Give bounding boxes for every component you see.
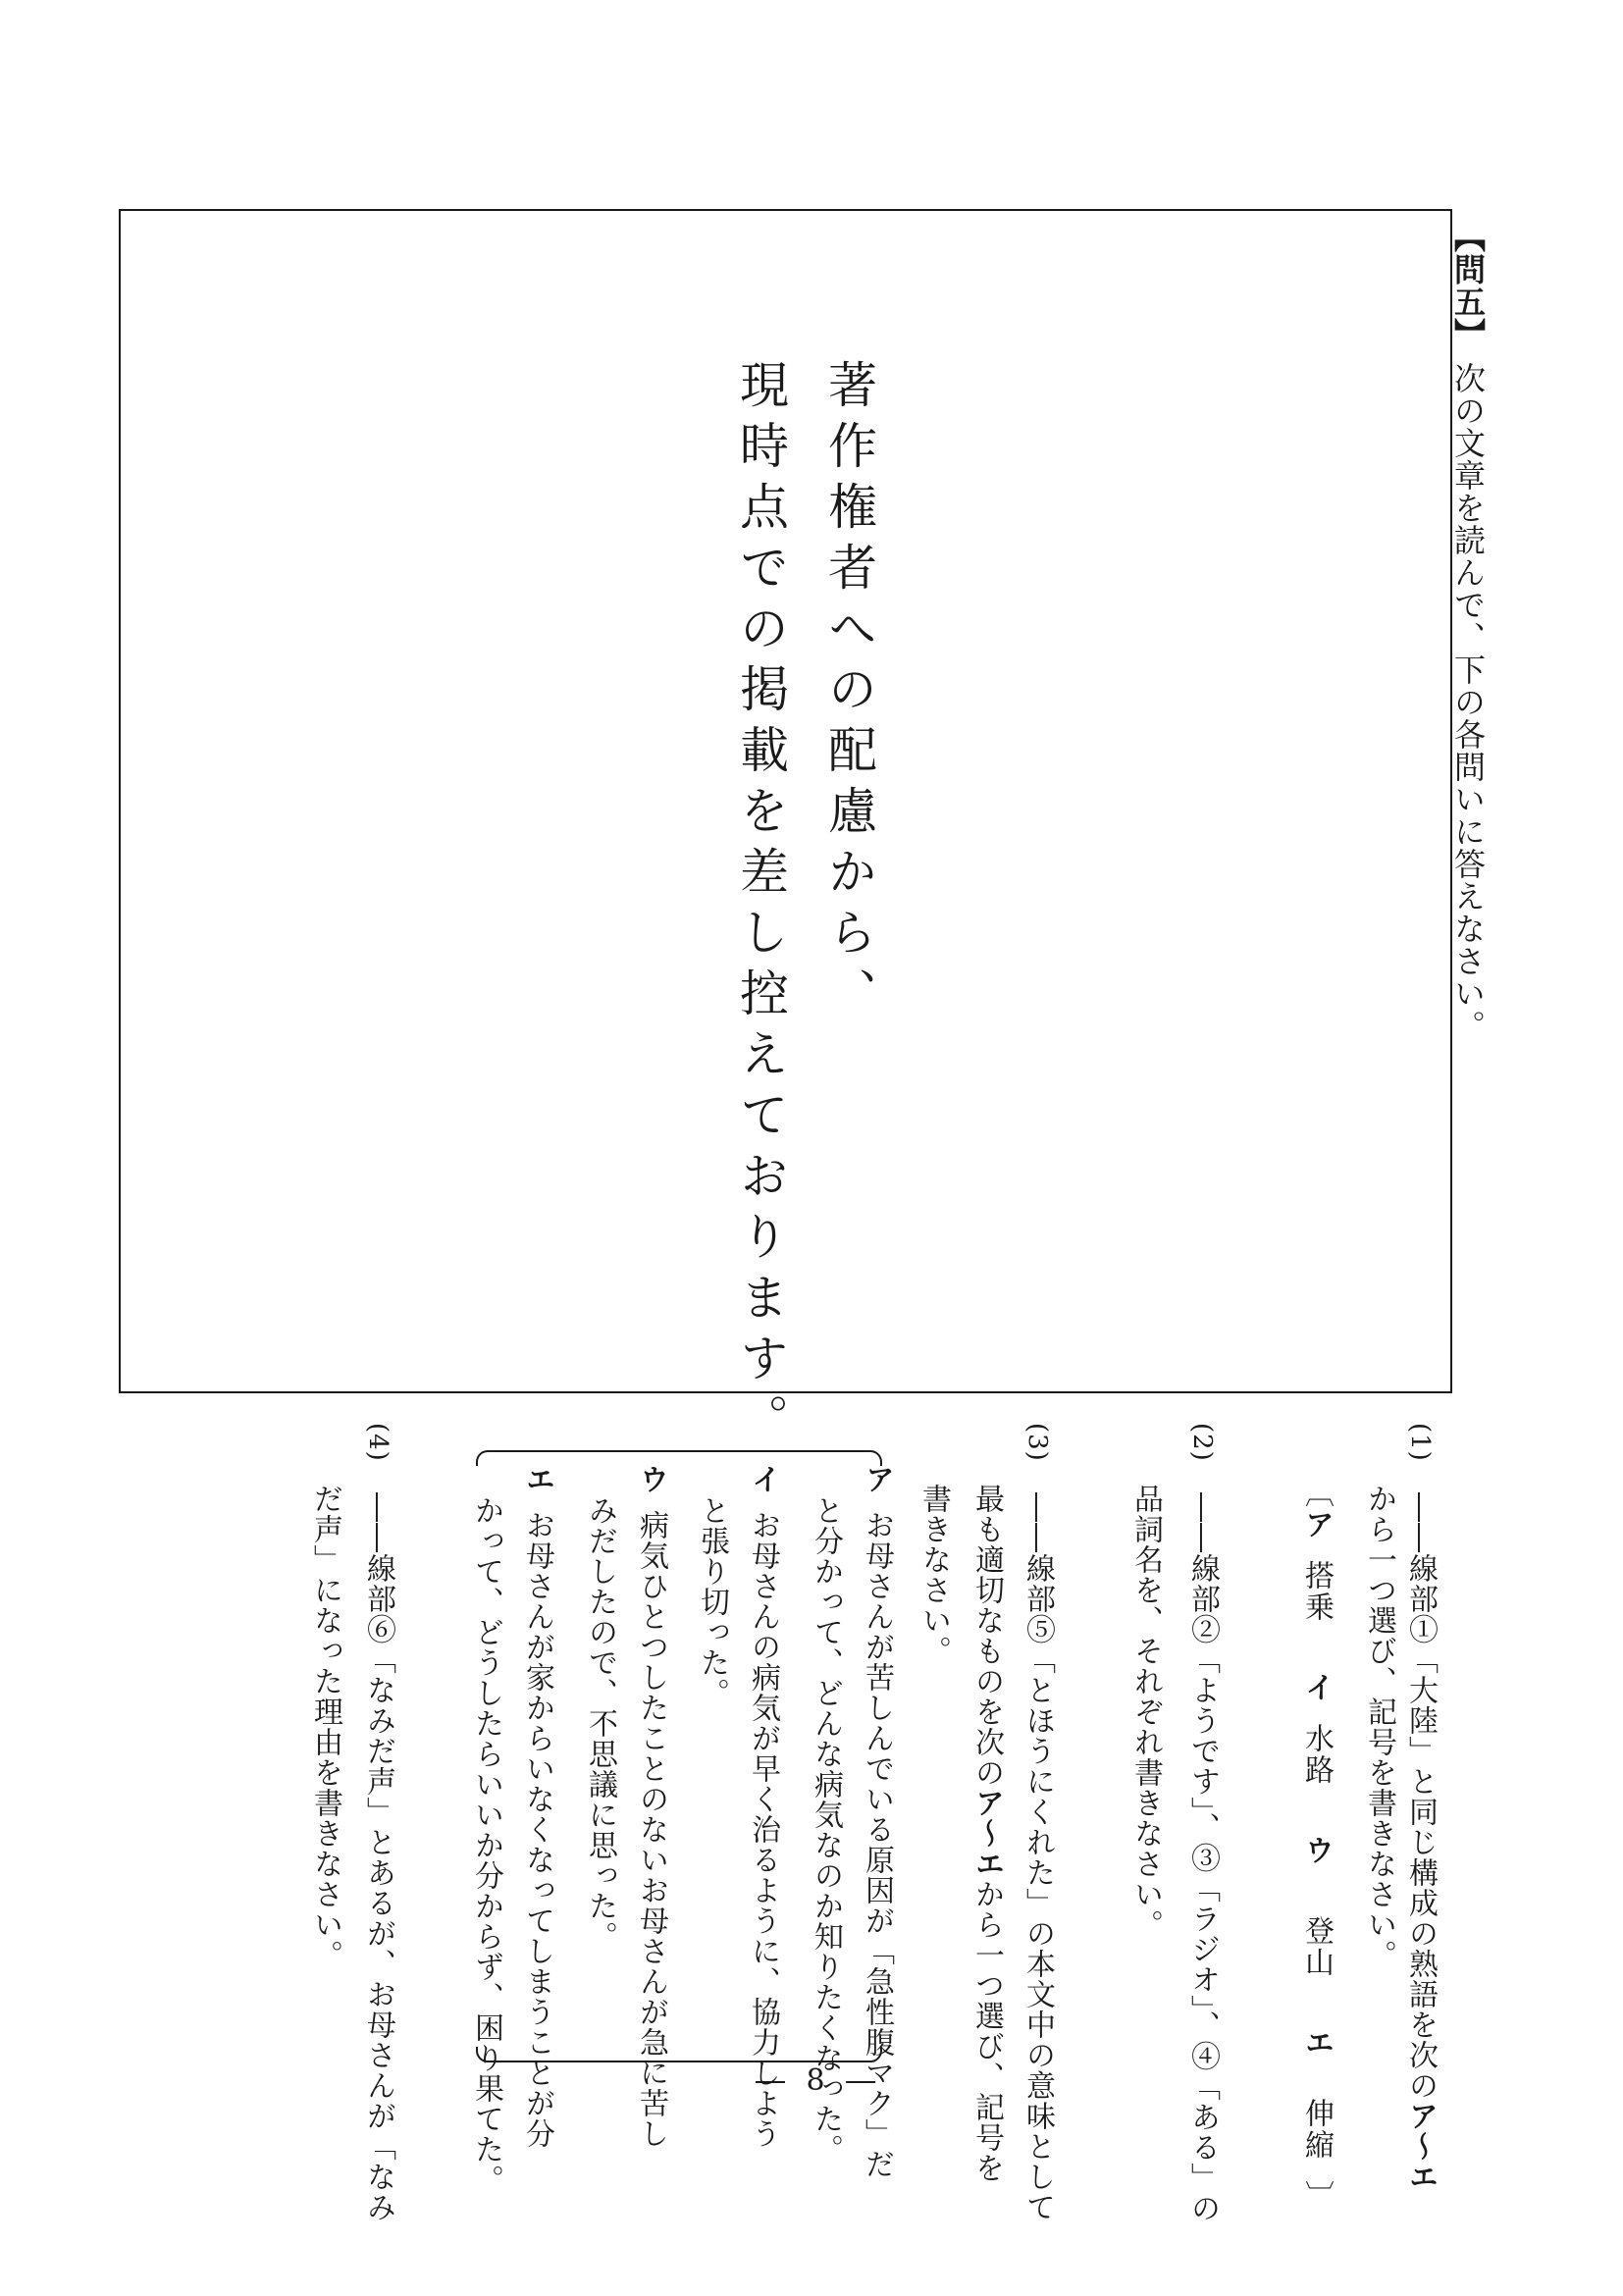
choice-mark: エ [1299, 2027, 1334, 2059]
q3-line-2 [969, 1484, 1004, 2183]
option-text: 病気ひとつしたことのないお母さんが急に苦し [634, 1510, 668, 2149]
q1-text-b: から一つ選び、記号を書きなさい。 [1362, 1484, 1396, 1970]
q1-line-1 [1403, 1423, 1438, 2192]
q1-bracket-open: 〔 [1299, 1478, 1334, 1509]
q1-number: (1) [1405, 1423, 1435, 1462]
option-text: お母さんが苦しんでいる原因が「急性腹マク」だ [860, 1510, 894, 2179]
q3-option-b-line-1 [746, 1464, 780, 2149]
q1-line-2 [1362, 1484, 1396, 1970]
choice-text: 水路 [1299, 1723, 1334, 1786]
q1-range: ア～エ [1403, 2100, 1438, 2192]
choice-mark: ア [1299, 1509, 1334, 1540]
q3-line-3 [916, 1484, 951, 1666]
q3-text-a: ――線部⑤「とほうにくれた」の本文中の意味として [1021, 1491, 1055, 2222]
question-header [1449, 221, 1487, 1042]
q3-option-b-line-2 [695, 1495, 729, 1708]
option-text: かって、どうしたらいいか分からず、困り果てた。 [469, 1495, 503, 2195]
option-text: お母さんが家からいなくなってしまうことが分 [520, 1510, 554, 2149]
q4-text-b: だ声」になった理由を書きなさい。 [308, 1484, 342, 1970]
option-mark: ウ [634, 1464, 668, 1494]
q4-number: (4) [363, 1423, 393, 1462]
section-label: 【問五】 [1449, 221, 1487, 350]
option-text: みだしたので、不思議に思った。 [583, 1495, 617, 1952]
q3-option-c-line-1 [634, 1464, 668, 2149]
choice-text: 搭乗 [1299, 1560, 1334, 1623]
q2-line-2 [1128, 1484, 1163, 1940]
notice-line-2: 現時点での掲載を差し控えております。 [732, 359, 789, 1454]
q1-choices [1299, 1478, 1334, 2212]
q4-text-a: ――線部⑥「なみだ声」とあるが、お母さんが「なみ [361, 1491, 395, 2222]
copyright-notice [716, 359, 893, 1454]
q1-text-a: ――線部①「大陸」と同じ構成の熟語を次の [1403, 1491, 1438, 2101]
q3-text-b2: から一つ選び、記号を [969, 1879, 1004, 2183]
notice-line-1: 著作権者への配慮から、 [820, 359, 877, 1028]
choice-text: 伸縮 [1299, 2098, 1334, 2161]
q3-text-b1: 最も適切なものを次の [969, 1484, 1004, 1788]
choice-text: 登山 [1299, 1915, 1334, 1978]
q1-bracket-close: 〕 [1299, 2180, 1334, 2212]
q3-option-d-line-1 [520, 1464, 554, 2149]
option-text: と分かって、どんな病気なのか知りたくなった。 [809, 1495, 843, 2165]
q2-number: (2) [1187, 1423, 1217, 1462]
option-mark: イ [746, 1464, 780, 1494]
q3-line-1 [1021, 1423, 1055, 2222]
q3-range: ア～エ [969, 1788, 1004, 1879]
instruction-text: 次の文章を読んで、下の各問いに答えなさい。 [1449, 362, 1487, 1042]
q2-line-1 [1185, 1423, 1220, 2223]
page-number: ― 8 ― [756, 2063, 882, 2098]
q3-option-c-line-2 [583, 1495, 617, 1952]
q2-text-a: ――線部②「ようです」、③「ラジオ」、④「ある」の [1185, 1491, 1220, 2223]
choice-mark: ウ [1299, 1835, 1334, 1866]
option-text: と張り切った。 [695, 1495, 729, 1708]
q4-line-1 [363, 1423, 393, 2222]
q3-text-c: 書きなさい。 [916, 1484, 951, 1666]
option-mark: ア [860, 1464, 894, 1494]
q2-text-b: 品詞名を、それぞれ書きなさい。 [1128, 1484, 1163, 1940]
choice-mark: イ [1299, 1672, 1334, 1703]
q3-number: (3) [1022, 1423, 1052, 1462]
q3-option-d-line-2 [469, 1495, 503, 2195]
q4-line-2 [310, 1484, 340, 1970]
option-text: お母さんの病気が早く治るように、協力しよう [746, 1510, 780, 2149]
option-mark: エ [520, 1464, 554, 1494]
